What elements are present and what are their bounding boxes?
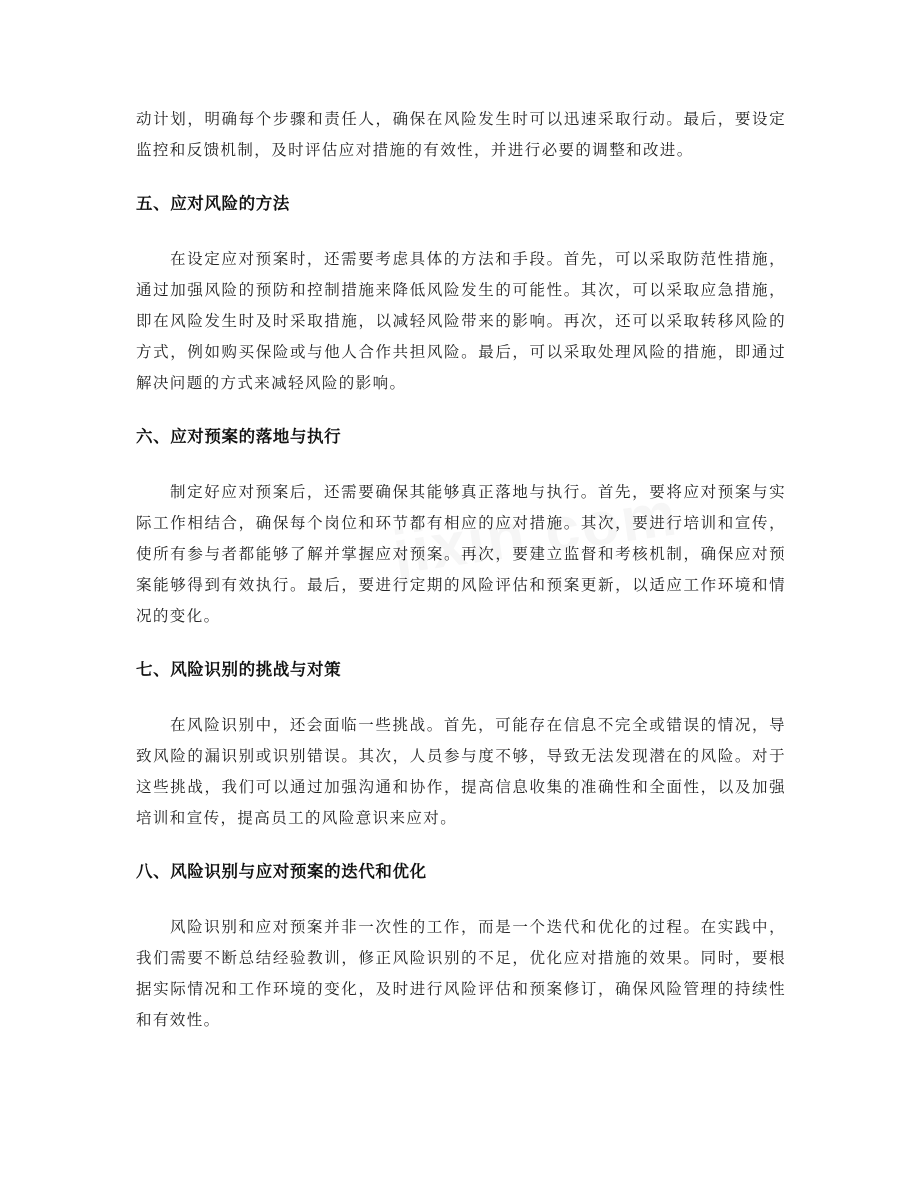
section-body-8: 风险识别和应对预案并非一次性的工作，而是一个迭代和优化的过程。在实践中，我们需要不断总结经验教训，修正风险识别的不足，优化应对措施的效果。同时，要根据实际情况和工作环境的变化，及时进行风险评估和预案修订，确保风险管理的持续性和有效性。 [136, 918, 786, 1029]
section-body-7: 在风险识别中，还会面临一些挑战。首先，可能存在信息不完全或错误的情况，导致风险的漏识别或识别错误。其次，人员参与度不够，导致无法发现潜在的风险。对于这些挑战，我们可以通过加强沟通和协作，提高信息收集的准确性和全面性，以及加强培训和宣传，提高员工的风险意识来应对。 [136, 716, 786, 827]
document-content [136, 104, 786, 1036]
section-body-5: 在设定应对预案时，还需要考虑具体的方法和手段。首先，可以采取防范性措施，通过加强风险的预防和控制措施来降低风险发生的可能性。其次，可以采取应急措施，即在风险发生时及时采取措施，以减轻风险带来的影响。再次，还可以采取转移风险的方式，例如购买保险或与他人合作共担风险。最后，可以采取处理风险的措施，即通过解决问题的方式来减轻风险的影响。 [136, 250, 786, 392]
section-heading-6: 六、应对预案的落地与执行 [136, 427, 342, 446]
section-body-6: 制定好应对预案后，还需要确保其能够真正落地与执行。首先，要将应对预案与实际工作相结合，确保每个岗位和环节都有相应的应对措施。其次，要进行培训和宣传，使所有参与者都能够了解并掌握应对预案。再次，要建立监督和考核机制，确保应对预案能够得到有效执行。最后，要进行定期的风险评估和预案更新，以适应工作环境和情况的变化。 [136, 483, 786, 625]
section-heading-8: 八、风险识别与应对预案的迭代和优化 [136, 862, 427, 881]
intro-paragraph: 动计划，明确每个步骤和责任人，确保在风险发生时可以迅速采取行动。最后，要设定监控和反馈机制，及时评估应对措施的有效性，并进行必要的调整和改进。 [136, 110, 786, 159]
section-heading-5: 五、应对风险的方法 [136, 194, 290, 213]
section-heading-7: 七、风险识别的挑战与对策 [136, 660, 342, 679]
